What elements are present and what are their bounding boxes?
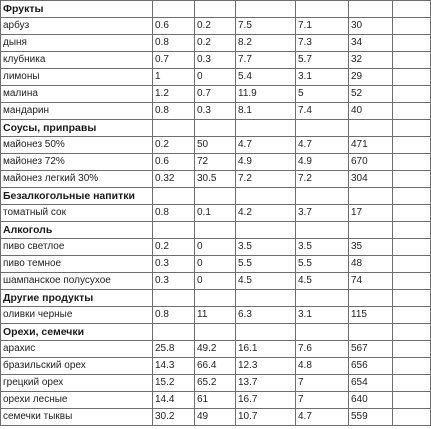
value-cell: 0.2 [153, 137, 195, 154]
section-header-empty-cell [296, 1, 349, 18]
section-header-empty-cell [236, 1, 296, 18]
value-cell: 5 [296, 86, 349, 103]
value-cell: 7.2 [236, 171, 296, 188]
table-row [1, 307, 431, 324]
value-cell: 0.2 [195, 35, 236, 52]
value-cell: 0.6 [153, 154, 195, 171]
value-cell [393, 341, 431, 358]
value-cell: 30 [349, 18, 393, 35]
section-header-empty-cell [296, 120, 349, 137]
value-cell: 0.3 [195, 52, 236, 69]
value-cell: 14.4 [153, 392, 195, 409]
value-cell: 7.7 [236, 52, 296, 69]
value-cell [393, 35, 431, 52]
value-cell: 7.1 [296, 18, 349, 35]
section-header-empty-cell [236, 188, 296, 205]
value-cell: 4.5 [296, 273, 349, 290]
section-header-empty-cell [349, 1, 393, 18]
value-cell [393, 358, 431, 375]
value-cell [393, 154, 431, 171]
product-name-cell: оливки черные [1, 307, 153, 324]
product-name-cell: томатный сок [1, 205, 153, 222]
section-header-empty-cell [195, 324, 236, 341]
value-cell: 0.2 [153, 239, 195, 256]
value-cell: 0.32 [153, 171, 195, 188]
section-header-row [1, 1, 431, 18]
section-header-empty-cell [296, 222, 349, 239]
table-row [1, 256, 431, 273]
section-header-row [1, 324, 431, 341]
table-row [1, 154, 431, 171]
table-row [1, 205, 431, 222]
value-cell [393, 375, 431, 392]
section-header-empty-cell [296, 324, 349, 341]
value-cell: 25.8 [153, 341, 195, 358]
value-cell: 8.2 [236, 35, 296, 52]
value-cell: 304 [349, 171, 393, 188]
value-cell [393, 52, 431, 69]
value-cell: 0 [195, 69, 236, 86]
value-cell: 74 [349, 273, 393, 290]
section-header-empty-cell [153, 120, 195, 137]
value-cell: 8.1 [236, 103, 296, 120]
table-row [1, 273, 431, 290]
section-header-empty-cell [296, 290, 349, 307]
product-name-cell: майонез 50% [1, 137, 153, 154]
value-cell: 471 [349, 137, 393, 154]
section-header-empty-cell [236, 290, 296, 307]
table-row [1, 239, 431, 256]
value-cell: 0.3 [153, 256, 195, 273]
table-row [1, 103, 431, 120]
value-cell: 0.3 [153, 273, 195, 290]
value-cell: 4.7 [296, 137, 349, 154]
section-header-row [1, 188, 431, 205]
section-header-empty-cell [195, 290, 236, 307]
product-name-cell: семечки тыквы [1, 409, 153, 426]
value-cell: 5.7 [296, 52, 349, 69]
value-cell: 12.3 [236, 358, 296, 375]
section-title: Орехи, семечки [1, 324, 153, 341]
section-header-row [1, 120, 431, 137]
value-cell: 4.5 [236, 273, 296, 290]
table-row [1, 137, 431, 154]
section-header-empty-cell [153, 290, 195, 307]
table-row [1, 18, 431, 35]
section-header-empty-cell [236, 222, 296, 239]
value-cell [393, 392, 431, 409]
value-cell: 0.2 [195, 18, 236, 35]
value-cell: 72 [195, 154, 236, 171]
section-header-empty-cell [195, 1, 236, 18]
product-name-cell: пиво светлое [1, 239, 153, 256]
value-cell: 656 [349, 358, 393, 375]
value-cell: 7.4 [296, 103, 349, 120]
table-row [1, 392, 431, 409]
value-cell: 0.7 [153, 52, 195, 69]
value-cell: 4.7 [296, 409, 349, 426]
table-row [1, 375, 431, 392]
value-cell: 49 [195, 409, 236, 426]
value-cell [393, 239, 431, 256]
section-header-empty-cell [393, 290, 431, 307]
table-row [1, 69, 431, 86]
value-cell: 7.2 [296, 171, 349, 188]
value-cell: 0.3 [195, 103, 236, 120]
value-cell: 5.5 [236, 256, 296, 273]
value-cell: 32 [349, 52, 393, 69]
value-cell: 7.6 [296, 341, 349, 358]
value-cell: 0.8 [153, 205, 195, 222]
table-row [1, 409, 431, 426]
value-cell: 5.4 [236, 69, 296, 86]
value-cell [393, 307, 431, 324]
product-name-cell: клубника [1, 52, 153, 69]
value-cell: 30.5 [195, 171, 236, 188]
section-title: Безалкогольные напитки [1, 188, 153, 205]
section-header-empty-cell [236, 120, 296, 137]
section-title: Соусы, приправы [1, 120, 153, 137]
value-cell: 48 [349, 256, 393, 273]
table-row [1, 86, 431, 103]
value-cell: 4.7 [236, 137, 296, 154]
value-cell: 559 [349, 409, 393, 426]
value-cell: 7.5 [236, 18, 296, 35]
product-name-cell: малина [1, 86, 153, 103]
value-cell [393, 256, 431, 273]
product-name-cell: орехи лесные [1, 392, 153, 409]
table-row [1, 341, 431, 358]
section-header-empty-cell [349, 120, 393, 137]
value-cell [393, 86, 431, 103]
table-row [1, 52, 431, 69]
product-name-cell: арахис [1, 341, 153, 358]
value-cell: 0.6 [153, 18, 195, 35]
section-title: Алкоголь [1, 222, 153, 239]
section-header-empty-cell [349, 222, 393, 239]
value-cell: 567 [349, 341, 393, 358]
value-cell: 0.8 [153, 307, 195, 324]
value-cell: 1.2 [153, 86, 195, 103]
section-header-empty-cell [349, 290, 393, 307]
value-cell [393, 205, 431, 222]
value-cell: 61 [195, 392, 236, 409]
value-cell: 7.3 [296, 35, 349, 52]
section-header-row [1, 290, 431, 307]
nutrition-table-body [1, 1, 431, 426]
value-cell: 11.9 [236, 86, 296, 103]
value-cell [393, 18, 431, 35]
value-cell: 3.1 [296, 307, 349, 324]
section-title: Фрукты [1, 1, 153, 18]
section-header-empty-cell [393, 1, 431, 18]
value-cell: 15.2 [153, 375, 195, 392]
value-cell: 14.3 [153, 358, 195, 375]
value-cell: 65.2 [195, 375, 236, 392]
section-header-empty-cell [195, 120, 236, 137]
value-cell: 0.8 [153, 35, 195, 52]
value-cell: 3.7 [296, 205, 349, 222]
section-header-empty-cell [393, 120, 431, 137]
product-name-cell: майонез легкий 30% [1, 171, 153, 188]
value-cell: 640 [349, 392, 393, 409]
section-header-empty-cell [296, 188, 349, 205]
value-cell: 35 [349, 239, 393, 256]
value-cell: 66.4 [195, 358, 236, 375]
section-header-empty-cell [153, 188, 195, 205]
section-header-row [1, 222, 431, 239]
section-header-empty-cell [195, 188, 236, 205]
section-header-empty-cell [349, 188, 393, 205]
value-cell: 0 [195, 256, 236, 273]
product-name-cell: шампанское полусухое [1, 273, 153, 290]
value-cell: 5.5 [296, 256, 349, 273]
value-cell: 11 [195, 307, 236, 324]
value-cell [393, 103, 431, 120]
value-cell: 0.7 [195, 86, 236, 103]
table-row [1, 358, 431, 375]
value-cell: 10.7 [236, 409, 296, 426]
value-cell [393, 409, 431, 426]
value-cell: 4.9 [236, 154, 296, 171]
product-name-cell: пиво темное [1, 256, 153, 273]
value-cell [393, 137, 431, 154]
value-cell: 17 [349, 205, 393, 222]
value-cell [393, 69, 431, 86]
value-cell: 0.1 [195, 205, 236, 222]
value-cell: 50 [195, 137, 236, 154]
value-cell: 670 [349, 154, 393, 171]
table-row [1, 35, 431, 52]
section-header-empty-cell [393, 188, 431, 205]
product-name-cell: мандарин [1, 103, 153, 120]
product-name-cell: грецкий орех [1, 375, 153, 392]
product-name-cell: дыня [1, 35, 153, 52]
section-header-empty-cell [236, 324, 296, 341]
section-header-empty-cell [195, 222, 236, 239]
value-cell: 654 [349, 375, 393, 392]
value-cell: 7 [296, 375, 349, 392]
value-cell: 13.7 [236, 375, 296, 392]
section-header-empty-cell [393, 324, 431, 341]
value-cell: 3.1 [296, 69, 349, 86]
value-cell: 40 [349, 103, 393, 120]
value-cell: 1 [153, 69, 195, 86]
value-cell: 52 [349, 86, 393, 103]
value-cell: 4.9 [296, 154, 349, 171]
product-name-cell: бразильский орех [1, 358, 153, 375]
value-cell: 115 [349, 307, 393, 324]
value-cell: 16.7 [236, 392, 296, 409]
value-cell: 4.2 [236, 205, 296, 222]
value-cell: 0 [195, 239, 236, 256]
value-cell: 6.3 [236, 307, 296, 324]
section-title: Другие продукты [1, 290, 153, 307]
section-header-empty-cell [153, 324, 195, 341]
product-name-cell: майонез 72% [1, 154, 153, 171]
section-header-empty-cell [349, 324, 393, 341]
section-header-empty-cell [393, 222, 431, 239]
table-row [1, 171, 431, 188]
value-cell: 3.5 [296, 239, 349, 256]
value-cell: 7 [296, 392, 349, 409]
value-cell: 0 [195, 273, 236, 290]
value-cell: 34 [349, 35, 393, 52]
value-cell [393, 273, 431, 290]
section-header-empty-cell [153, 1, 195, 18]
value-cell: 49.2 [195, 341, 236, 358]
value-cell: 0.8 [153, 103, 195, 120]
value-cell: 30.2 [153, 409, 195, 426]
value-cell [393, 171, 431, 188]
value-cell: 16.1 [236, 341, 296, 358]
section-header-empty-cell [153, 222, 195, 239]
value-cell: 3.5 [236, 239, 296, 256]
product-name-cell: арбуз [1, 18, 153, 35]
product-name-cell: лимоны [1, 69, 153, 86]
value-cell: 29 [349, 69, 393, 86]
value-cell: 4.8 [296, 358, 349, 375]
